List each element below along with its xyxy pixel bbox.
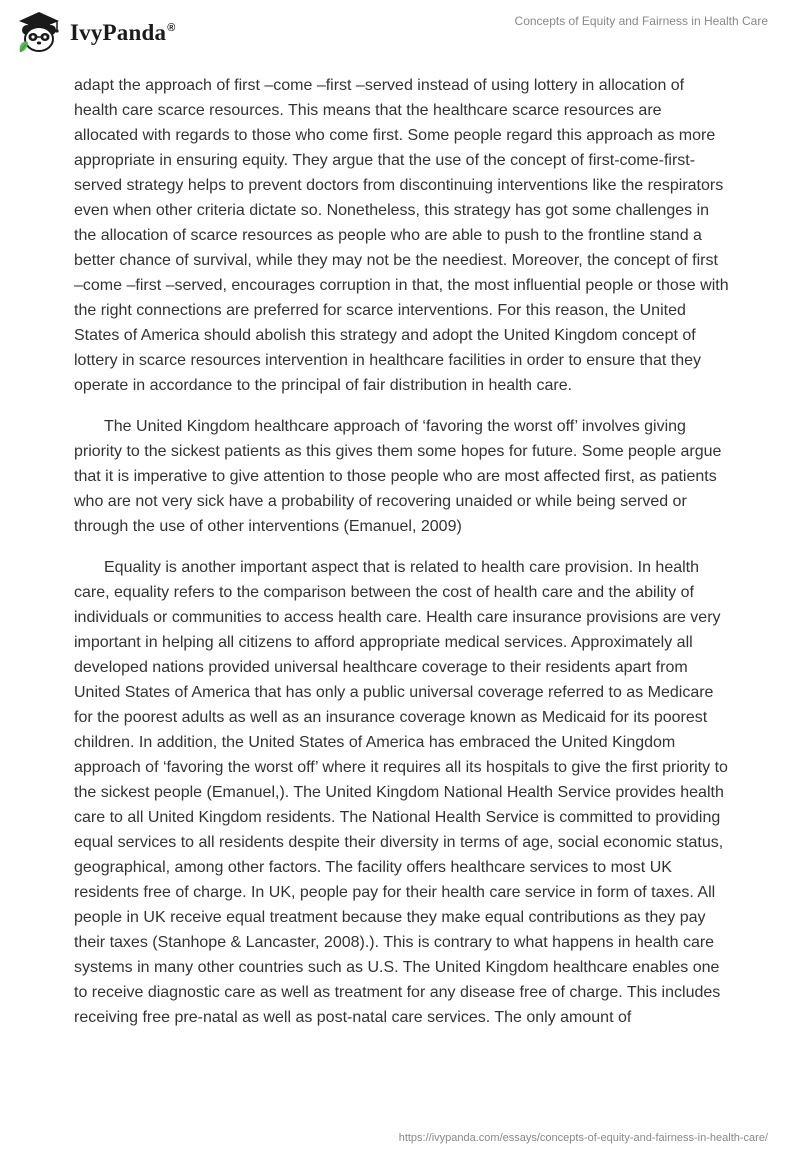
source-url[interactable]: https://ivypanda.com/essays/concepts-of-equity-and-fairness-in-health-care/ xyxy=(398,1132,768,1144)
brand-name: IvyPanda® xyxy=(70,19,176,45)
ivypanda-logo[interactable] xyxy=(14,8,176,56)
registered-mark: ® xyxy=(167,21,176,34)
document-title: Concepts of Equity and Fairness in Health Care xyxy=(514,14,768,28)
paragraph: adapt the approach of first –come –first –served instead of using lottery in allocation of health care scarce resources. This means that the healthcare scarce resources are allocated with regards to those who come first. Some people regard this approach as more appropriate in ensuring equity. They argue that the use of the concept of first-come-first-served strategy helps to prevent doctors from discontinuing interventions like the respirators even when other criteria dictate so. Nonetheless, this strategy has got some challenges in the allocation of scarce resources as people who are able to push to the frontline stand a better chance of survival, while they may not be the neediest. Moreover, the concept of first –come –first –served, encourages corruption in that, the most influential people or those with the right connections are preferred for scarce interventions. For this reason, the United States of America should abolish this strategy and adopt the United Kingdom concept of lottery in scarce resources intervention in healthcare facilities in order to ensure that they operate in accordance to the principal of fair distribution in health care. xyxy=(74,77,729,394)
paragraph: The United Kingdom healthcare approach of ‘favoring the worst off’ involves giving priority to the sickest patients as this gives them some hopes for future. Some people argue that it is imperative to give attention to those people who are most affected first, as patients who are not very sick have a probability of recovering unaided or while being served or through the use of other interventions (Emanuel, 2009) xyxy=(74,418,722,535)
page-header xyxy=(0,0,800,64)
essay-body xyxy=(74,73,730,1046)
panda-graduate-logo-icon xyxy=(14,8,64,56)
paragraph: Equality is another important aspect that is related to health care provision. In health care, equality refers to the comparison between the cost of health care and the ability of individuals or communities to access health care. Health care insurance provisions are very important in helping all citizens to afford appropriate medical services. Approximately all developed nations provided universal healthcare coverage to their residents apart from United States of America that has only a public universal coverage referred to as Medicare for the poorest adults as well as an insurance coverage known as Medicaid for its poorest children. In addition, the United States of America has embraced the United Kingdom approach of ‘favoring the worst off’ where it requires all its hospitals to give the first priority to the sickest people (Emanuel,). The United Kingdom National Health Service provides health care to all United Kingdom residents. The National Health Service is committed to providing equal services to all residents despite their diversity in terms of age, social economic status, geographical, among other factors. The facility offers healthcare services to most UK residents free of charge. In UK, people pay for their health care service in form of taxes. All people in UK receive equal treatment because they make equal contributions as they pay their taxes (Stanhope & Lancaster, 2008).). This is contrary to what happens in health care systems in many other countries such as U.S. The United Kingdom healthcare enables one to receive diagnostic care as well as treatment for any disease free of charge. This includes receiving free pre-natal as well as post-natal care services. The only amount of xyxy=(74,559,728,1026)
